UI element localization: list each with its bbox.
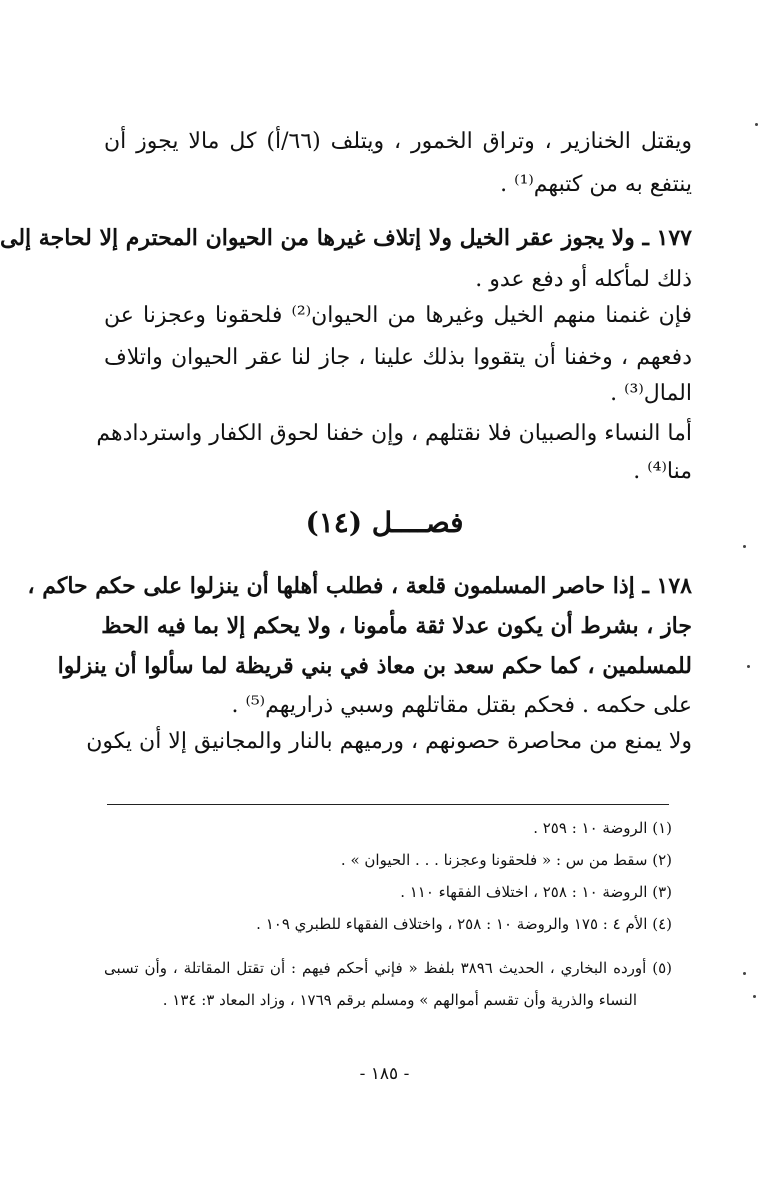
footnote-2: (٢) سقط من س : « فلحقونا وعجزنا . . . الحيوان » . <box>340 851 672 869</box>
scan-speck <box>743 972 746 975</box>
scan-speck <box>743 545 746 548</box>
body-line-1: ويقتل الخنازير ، وتراق الخمور ، ويتلف (٦٦/أ) كل مالا يجوز أن <box>104 129 692 154</box>
body-line-14: ولا يمنع من محاصرة حصونهم ، ورميهم بالنار والمجانيق إلا أن يكون <box>86 729 692 754</box>
footnote-3: (٣) الروضة ١٠ : ٢٥٨ ، اختلاف الفقهاء ١١٠ . <box>400 883 672 901</box>
body-line-7: المال⁽³⁾ . <box>610 381 692 406</box>
body-line-8: أما النساء والصبيان فلا نقتلهم ، وإن خفنا لحوق الكفار واستردادهم <box>96 421 692 446</box>
body-line-2: ينتفع به من كتبهم⁽¹⁾ . <box>500 172 692 197</box>
scan-speck <box>753 995 756 998</box>
paragraph-177-title: ١٧٧ ـ ولا يجوز عقر الخيل ولا إتلاف غيرها من الحيوان المحترم إلا لحاجة إلى <box>0 225 692 251</box>
scan-speck <box>755 123 758 126</box>
section-heading: فصــــل (١٤) <box>305 506 464 539</box>
body-line-6: دفعهم ، وخفنا أن يتقووا بذلك علينا ، جاز لنا عقر الحيوان واتلاف <box>104 345 692 370</box>
footnote-4: (٤) الأم ٤ : ١٧٥ والروضة ١٠ : ٢٥٨ ، واختلاف الفقهاء للطبري ١٠٩ . <box>256 915 672 933</box>
body-line-9: منا⁽⁴⁾ . <box>633 459 692 484</box>
body-line-5: فإن غنمنا منهم الخيل وغيرها من الحيوان⁽²⁾ فلحقونا وعجزنا عن <box>104 303 692 328</box>
footnote-5-continuation: النساء والذرية وأن تقسم أموالهم » ومسلم برقم ١٧٦٩ ، وزاد المعاد ٣: ١٣٤ . <box>162 991 637 1009</box>
body-line-13: على حكمه . فحكم بقتل مقاتلهم وسبي ذراريهم⁽⁵⁾ . <box>231 693 692 718</box>
footnote-5: (٥) أورده البخاري ، الحديث ٣٨٩٦ بلفظ « فإني أحكم فيهم : أن تقتل المقاتلة ، وأن تسبى <box>104 959 672 977</box>
body-line-4: ذلك لمأكله أو دفع عدو . <box>475 267 692 292</box>
paragraph-178-title: ١٧٨ ـ إذا حاصر المسلمون قلعة ، فطلب أهلها أن ينزلوا على حكم حاكم ، <box>27 573 692 599</box>
footnote-1: (١) الروضة ١٠ : ٢٥٩ . <box>533 819 672 837</box>
page-number: - ١٨٥ - <box>359 1064 410 1084</box>
scan-speck <box>747 665 750 668</box>
footnote-separator <box>107 804 669 805</box>
body-line-12: للمسلمين ، كما حكم سعد بن معاذ في بني قريظة لما سألوا أن ينزلوا <box>57 653 692 679</box>
body-line-11: جاز ، بشرط أن يكون عدلا ثقة مأمونا ، ولا يحكم إلا بما فيه الحظ <box>101 613 692 639</box>
